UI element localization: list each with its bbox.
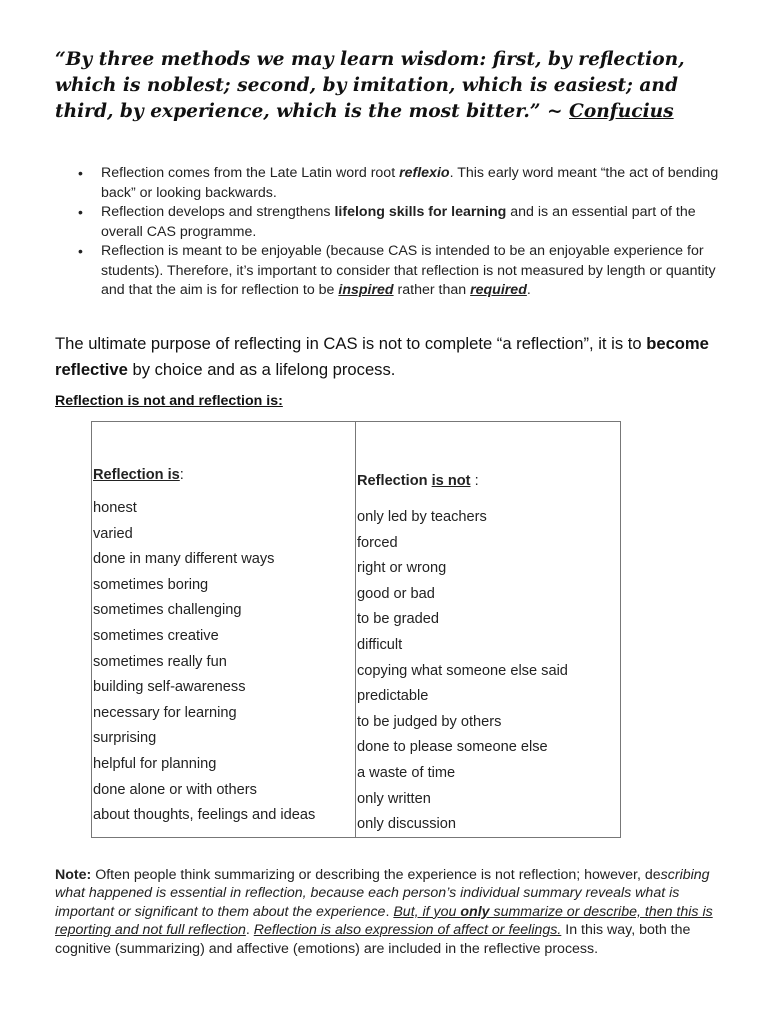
confucius-quote	[55, 47, 735, 125]
reflection-bullet-list	[78, 164, 728, 301]
note-paragraph: Note: Often people think summarizing or describing the experience is not reflection; however, describing what happened is essential in reflection, because each person’s individual summary reveals what is important or significant to them about the experience. But, if you only summarize or describe, then this is reporting and not full reflection. Reflection is also expression of affect or feelings. In this way, both the cognitive (summarizing) and affective (emotions) are included in the reflective process.	[55, 867, 713, 957]
purpose-statement: The ultimate purpose of reflecting in CAS is not to complete “a reflection”, it is to become reflective by choice and as a lifelong process.	[55, 334, 709, 379]
list-item: done alone or with others	[93, 781, 257, 798]
list-item: sometimes really fun	[93, 653, 227, 670]
term-become-reflective: become reflective	[55, 334, 709, 379]
term-reflexio: reflexio	[399, 165, 450, 181]
term-inspired: inspired	[338, 282, 394, 298]
bullet-item-enjoyable: • Reflection is meant to be enjoyable (because CAS is intended to be an enjoyable experience for students). Therefore, it’s important to consider that reflection is not measured by length or quantity and that the aim is for reflection to be inspired rather than required.	[78, 242, 728, 301]
quote-text: “By three methods we may learn wisdom: first, by reflection, which is noblest; second, by imitation, which is easiest; and third, by experience, which is the most bitter.” ~	[55, 49, 685, 122]
note-label: Note:	[55, 867, 92, 883]
list-item: sometimes creative	[93, 627, 219, 644]
list-item: done in many different ways	[93, 551, 275, 568]
list-item: honest	[93, 500, 137, 516]
list-item: building self-awareness	[93, 679, 246, 696]
term-lifelong-skills: lifelong skills for learning	[334, 204, 507, 220]
list-item: only written	[357, 790, 431, 807]
list-item: difficult	[357, 636, 403, 653]
table-column-divider	[355, 422, 356, 837]
list-item: forced	[357, 534, 398, 551]
reflection-comparison-table	[91, 421, 621, 838]
list-item: necessary for learning	[93, 704, 237, 721]
list-item: predictable	[357, 688, 429, 705]
list-item: helpful for planning	[93, 755, 217, 772]
list-item: good or bad	[357, 585, 435, 602]
reflection-is-not-list	[357, 507, 568, 840]
list-item: only led by teachers	[357, 509, 487, 525]
list-item: copying what someone else said	[357, 662, 568, 679]
reflection-is-header: Reflection is:	[93, 467, 184, 483]
quote-author: Confucius	[569, 101, 674, 122]
list-item: to be judged by others	[357, 713, 502, 730]
list-item: a waste of time	[357, 764, 456, 781]
list-item: surprising	[93, 730, 157, 747]
list-item: sometimes boring	[93, 576, 209, 593]
list-item: right or wrong	[357, 560, 447, 577]
list-item: about thoughts, feelings and ideas	[93, 807, 316, 824]
list-item: only discussion	[357, 816, 456, 833]
reflection-is-list	[93, 498, 315, 831]
bullet-item-skills: • Reflection develops and strengthens lifelong skills for learning and is an essential part of the overall CAS programme.	[78, 203, 728, 242]
list-item: varied	[93, 525, 133, 542]
bullet-item-origin: • Reflection comes from the Late Latin word root reflexio. This early word meant “the act of bending back” or looking backwards.	[78, 164, 728, 203]
reflection-is-not-header: Reflection is not :	[357, 473, 479, 489]
list-item: to be graded	[357, 611, 439, 628]
list-item: sometimes challenging	[93, 602, 242, 619]
term-required: required	[470, 282, 527, 298]
list-item: done to please someone else	[357, 739, 548, 756]
section-heading: Reflection is not and reflection is:	[55, 393, 283, 409]
